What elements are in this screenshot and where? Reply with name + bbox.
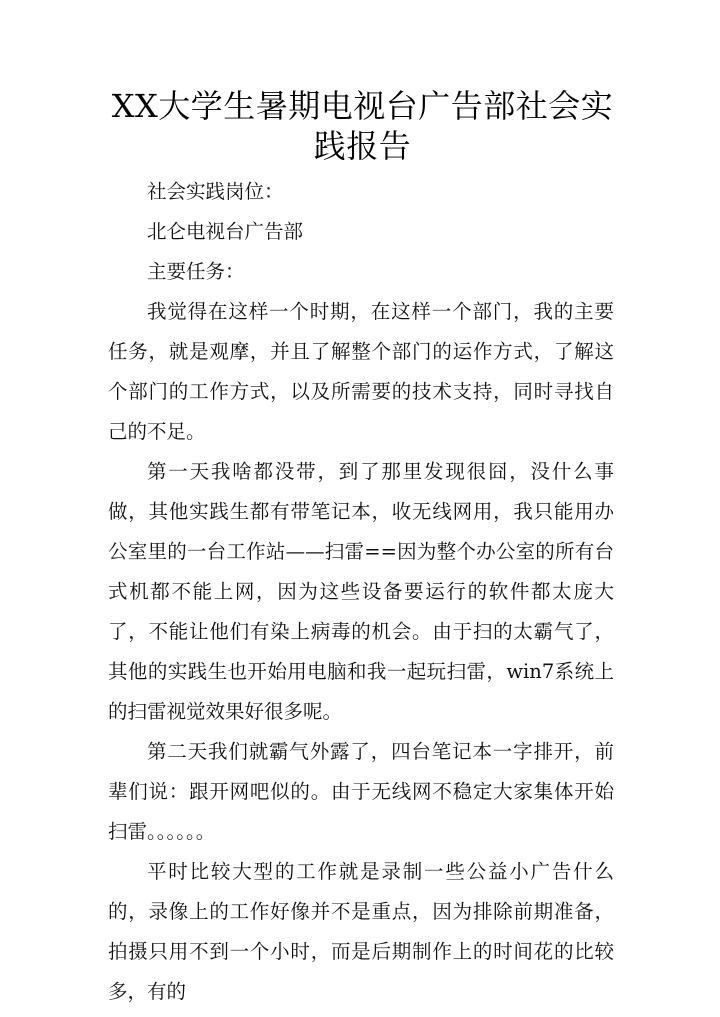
document-body (108, 172, 614, 1012)
paragraph-regular-work: 平时比较大型的工作就是录制一些公益小广告什么的，录像上的工作好像并不是重点，因为排除前期准备，拍摄只用不到一个小时，而是后期制作上的时间花的比较多，有的 (108, 860, 614, 1003)
paragraph-second-day: 第二天我们就霸气外露了，四台笔记本一字排开，前辈们说：跟开网吧似的。由于无线网不稳定大家集体开始扫雷。。。。。。 (108, 740, 614, 843)
paragraph-task-description: 我觉得在这样一个时期，在这样一个部门，我的主要任务，就是观摩，并且了解整个部门的运作方式，了解这个部门的工作方式，以及所需要的技术支持，同时寻找自己的不足。 (108, 300, 614, 443)
paragraph-first-day: 第一天我啥都没带，到了那里发现很囧，没什么事做，其他实践生都有带笔记本，收无线网用，我只能用办公室里的一台工作站——扫雷==因为整个办公室的所有台式机都不能上网，因为这些设备要运行的软件都太庞大了，不能让他们有染上病毒的机会。由于扫的太霸气了，其他的实践生也开始用电脑和我一起玩扫雷，win7系统上的扫雷视觉效果好很多呢。 (108, 460, 614, 723)
paragraph-position-label: 社会实践岗位： (147, 180, 284, 203)
paragraph-task-label: 主要任务： (147, 260, 245, 283)
document-title: XX大学生暑期电视台广告部社会实践报告 (111, 87, 614, 165)
paragraph-position-value: 北仑电视台广告部 (147, 220, 304, 243)
